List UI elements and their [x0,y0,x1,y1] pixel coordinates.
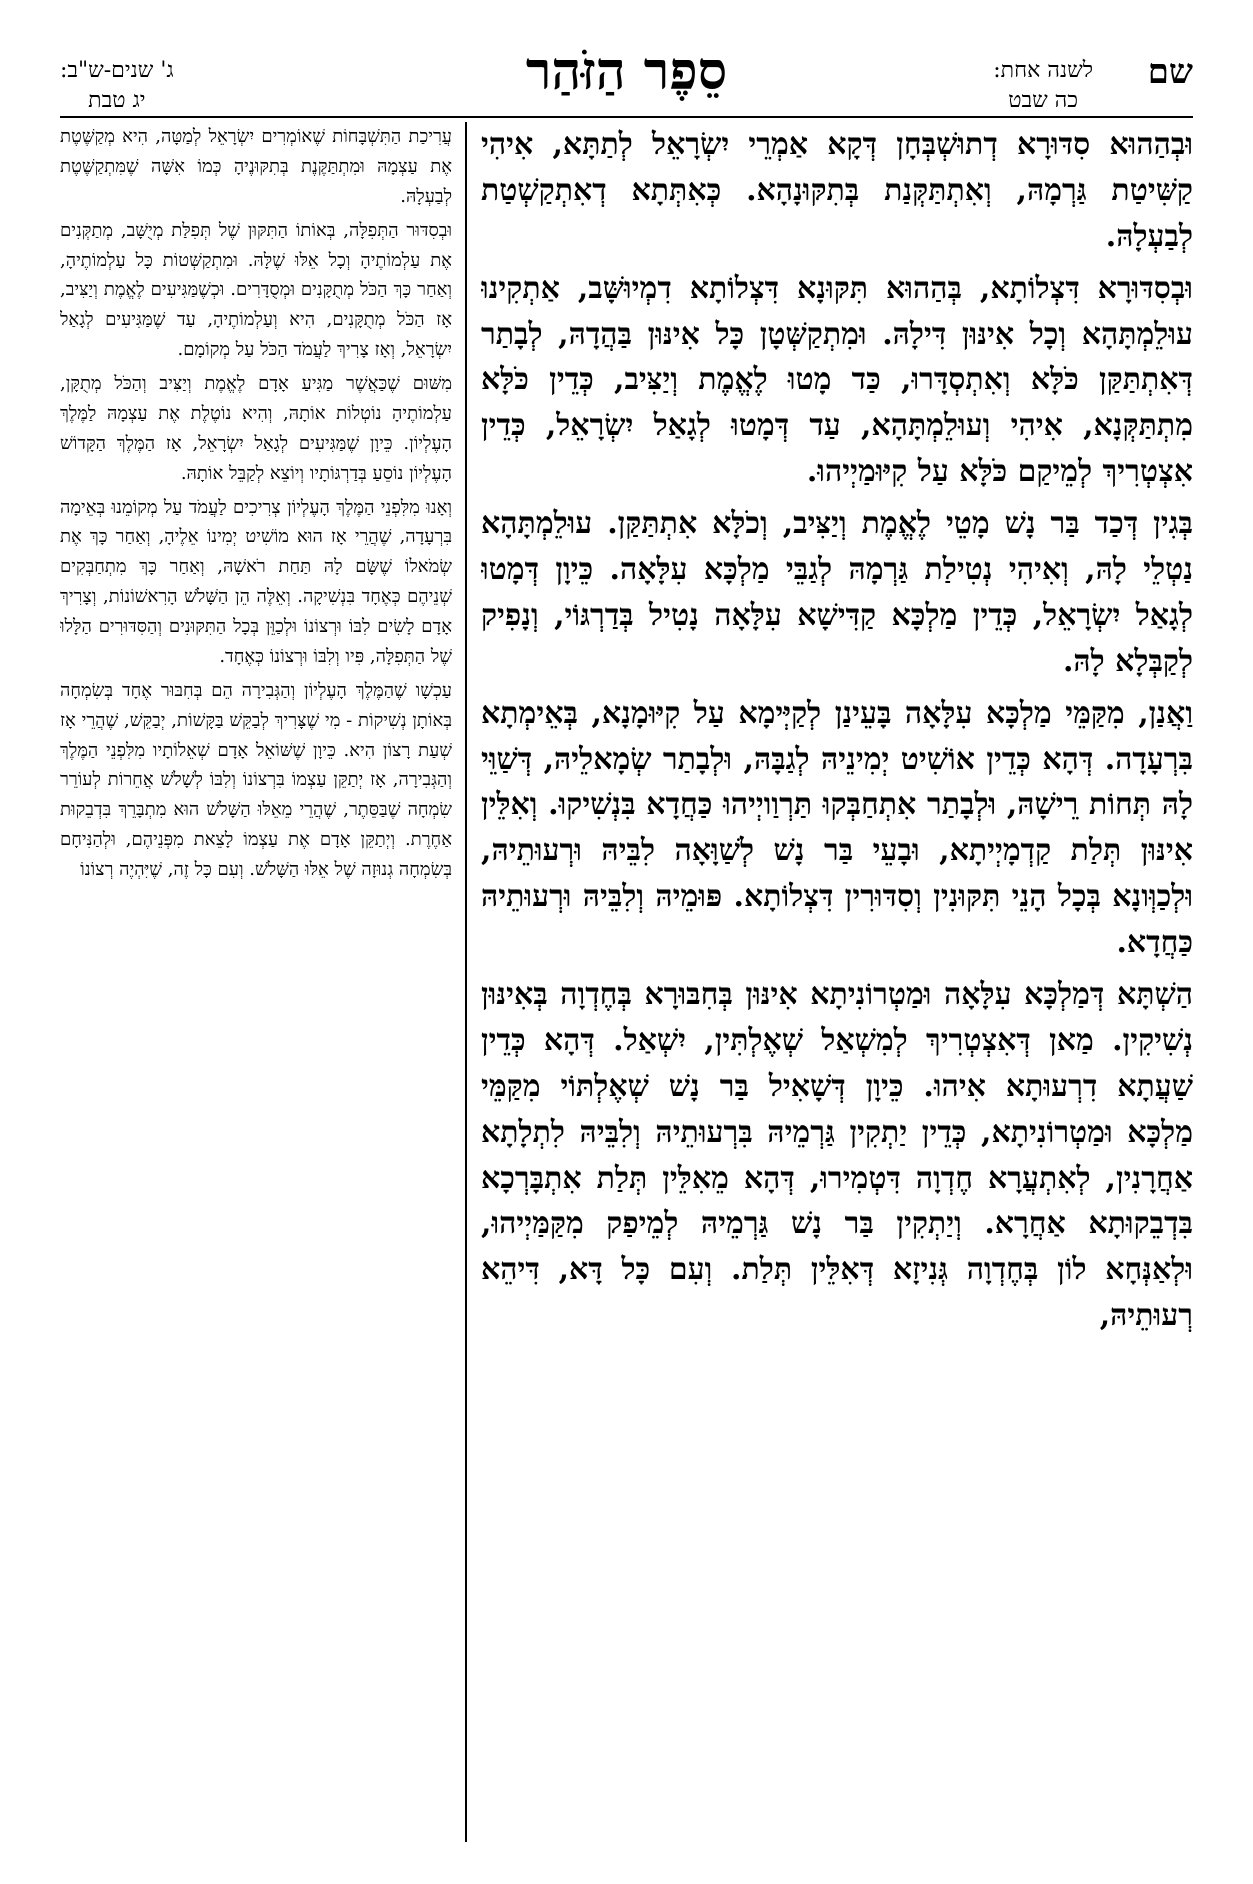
page-title: סֵפֶר הַזֹּהַר [525,41,728,102]
zohar-paragraph: הַשְׁתָּא דְּמַלְכָּא עִלָּאָה וּמַטְרוֹנִיתָא אִינּוּן בְּחִבּוּרָא בְּחֶדְוָה בְּאִינּוּן נְשִׁיקִין. מַאן דְּאִצְטְרִיךְ לְמִשְׁאַל שְׁאֶלְתִּין, יִשְׁאַל. דְּהָא כְּדֵין שַׁעֲתָא דִרְעוּתָא אִיהוּ. כֵּיוָן דְּשָׁאִיל בַּר נָשׁ שְׁאֶלְתּוֹי מִקַּמֵּי מַלְכָּא וּמַטְרוֹנִיתָא, כְּדֵין יַתְקִין גַּרְמֵיהּ בִּרְעוּתֵיהּ וְלִבֵּיהּ לִתְלָתָא אַחֲרָנִין, לְאִתְעֲרָא חֶדְוָה דִּטְמִירוּ, דְּהָא מֵאִלֵּין תְּלַת אִתְבָּרְכָא בִּדְבֵקוּתָא אַחֲרָא. וְיַתְקִין בַּר נָשׁ גַּרְמֵיהּ לְמֵיפַק מִקַּמַּיְיהוּ, וּלְאַנְּחָא לוֹן בְּחֶדְוָה גְּנִיזָא דְּאִלֵּין תְּלַת. וְעִם כָּל דָּא, דִּיהֵא רְעוּתֵיהּ, [481,977,1193,1334]
zohar-paragraph: וַאֲנַן, מִקַּמֵּי מַלְכָּא עִלָּאָה בָּעֵינַן לְקַיְּימָא עַל קִיּוּמָנָא, בְּאֵימְתָא בִּרְעָדָה. דְּהָא כְּדֵין אוֹשִׁיט יְמִינֵיהּ לְגַבָּהּ, וּלְבָתַר שְׂמָאלֵיהּ, דְּשַׁוֵּי לָהּ תְּחוֹת רֵישָׁהּ, וּלְבָתַר אִתְחַבְּקוּ תַּרְוַויְיהוּ כַּחֲדָא בִּנְשִׁיקוּ. וְאִלֵּין אִינּוּן תְּלַת קַדְמָיְיתָא, וּבָעֵי בַּר נָשׁ לְשַׁוָּאָה לִבֵּיהּ וּרְעוּתֵיהּ, וּלְכַוְּונָא בְּכָל הָנֵי תִּקּוּנִין וְסִדּוּרִין דִּצְלוֹתָא. פּוּמֵיהּ וְלִבֵּיהּ וּרְעוּתֵיהּ כַּחֲדָא. [481,695,1193,961]
zohar-paragraph: וּבְסִדּוּרָא דִּצְלוֹתָא, בְּהַהוּא תִּקּוּנָא דִּצְלוֹתָא דִמְיוּשָּׁב, אַתְקִינוּ עוּלֵמְתָּהָא וְכָל אִינּוּן דִּילָהּ. וּמִתְקַשְּׁטָן כָּל אִינּוּן בַּהֲדָהּ, לְבָתַר דְּאִתְתַּקַּן כֹּלָּא וְאִתְסְדָּרוּ, כַּד מָטוּ לֶאֱמֶת וְיַצִּיב, כְּדֵין כֹּלָּא מִתְתַּקְּנָא, אִיהִי וְעוּלֵמְתָּהָא, עַד דְּמָטוּ לְגָאַל יִשְׂרָאֵל, כְּדֵין אִצְטְרִיךְ לְמֵיקַם כֹּלָּא עַל קִיּוּמַיְיהוּ. [481,270,1193,490]
zohar-text-column [481,122,1193,1842]
translation-paragraph: מִשּׁוּם שֶׁכַּאֲשֶׁר מַגִּיעַ אָדָם לֶאֱמֶת וְיַצִּיב וְהַכֹּל מְתֻקָּן, עַלְמוֹתֶיהָ נוֹטְלוֹת אוֹתָהּ, וְהִיא נוֹטֶלֶת אֶת עַצְמָהּ לַמֶּלֶךְ הָעֶלְיוֹן. כֵּיוָן שֶׁמַּגִּיעִים לְגָאַל יִשְׂרָאֵל, אָז הַמֶּלֶךְ הַקָּדוֹשׁ הָעֶלְיוֹן נוֹסֵעַ בְּדַרְגּוֹתָיו וְיוֹצֵא לְקַבֵּל אוֹתָהּ. [60,373,452,484]
translation-column [60,122,452,1842]
three-year-date: יג טבת [88,88,146,113]
page-header [60,40,1193,128]
zohar-paragraph: וּבְהַהוּא סִדּוּרָא דְתוּשְׁבְּחָן דְּקָא אַמְרֵי יִשְׂרָאֵל לְתַתָּא, אִיהִי קַשִּׁיטַת גַּרְמָהּ, וְאִתְתַּקְּנַת בְּתִקּוּנָהָא. כְּאִתְּתָא דְאִתְקַשְׁטַת לְבַעְלָהּ. [481,127,1193,254]
one-year-schedule [993,56,1093,116]
header-rule [60,116,1193,118]
translation-paragraph: עַכְשָׁו שֶׁהַמֶּלֶךְ הָעֶלְיוֹן וְהַגְּבִירָה הֵם בְּחִבּוּר אֶחָד בְּשִׂמְחָה בְּאוֹתָן נְשִׁיקוֹת - מִי שֶׁצָּרִיךְ לְבַקֵּשׁ בַּקָּשׁוֹת, יְבַקֵּשׁ, שֶׁהֲרֵי אָז שְׁעַת רָצוֹן הִיא. כֵּיוָן שֶׁשּׁוֹאֵל אָדָם שְׁאֵלוֹתָיו מִלִּפְנֵי הַמֶּלֶךְ וְהַגְּבִירָה, אָז יְתַקֵּן עַצְמוֹ בִּרְצוֹנוֹ וְלִבּוֹ לְשָׁלֹשׁ אֲחֵרוֹת לְעוֹרֵר שִׂמְחָה שֶׁבַּסֵּתֶר, שֶׁהֲרֵי מֵאֵלּוּ הַשָּׁלֹשׁ הוּא מִתְבָּרֵךְ בִּדְבֵקוּת אַחֶרֶת. וְיְתַקֵּן אָדָם אֶת עַצְמוֹ לָצֵאת מִפְּנֵיהֶם, וּלְהַנִּיחָם בְּשִׂמְחָה גְנוּזָה שֶׁל אֵלּוּ הַשָּׁלֹשׁ. וְעִם כָּל זֶה, שֶׁיִּהְיֶה רְצוֹנוֹ [60,679,452,880]
translation-paragraph: וְאָנוּ מִלִּפְנֵי הַמֶּלֶךְ הָעֶלְיוֹן צְרִיכִים לַעֲמֹד עַל מְקוֹמֵנוּ בְּאֵימָה בִּרְעָדָה, שֶׁהֲרֵי אָז הוּא מוֹשִׁיט יְמִינוֹ אֵלֶיהָ, וְאַחַר כָּךְ אֶת שְׂמֹאלוֹ שֶׁשָּׂם לָהּ תַּחַת רֹאשָׁהּ, וְאַחַר כָּךְ מִתְחַבְּקִים שְׁנֵיהֶם כְּאֶחָד בִּנְשִׁיקָה. וְאֵלֶּה הֵן הַשָּׁלֹשׁ הָרִאשׁוֹנוֹת, וְצָרִיךְ אָדָם לָשִׂים לִבּוֹ וּרְצוֹנוֹ וּלְכַוֵּן בְּכָל הַתִּקּוּנִים וְהַסִּדּוּרִים הַלָּלוּ שֶׁל הַתְּפִלָּה, פִּיו וְלִבּוֹ וּרְצוֹנוֹ כְּאֶחָד. [60,496,452,667]
column-divider [465,122,467,1842]
zohar-paragraph: בְּגִין דְּכַד בַּר נָשׁ מָטֵי לֶאֱמֶת וְיַצִּיב, וְכֹלָּא אִתְתַּקַּן. עוּלֵמְתָּהָא נַטְלֵי לָהּ, וְאִיהִי נְטִילַת גַּרְמָהּ לְגַבֵּי מַלְכָּא עִלָּאָה. כֵּיוָן דְּמָטוּ לְגָאַל יִשְׂרָאֵל, כְּדֵין מַלְכָּא קַדִּישָׁא עִלָּאָה נָטִיל בְּדַרְגּוֹי, וְנָפִיק לְקַבְּלָא לָהּ. [481,506,1193,679]
one-year-label: לשנה אחת: [993,58,1093,83]
three-year-schedule [60,56,174,116]
translation-paragraph: וּבְסִדּוּר הַתְּפִלָּה, בְּאוֹתוֹ הַתִּקּוּן שֶׁל תְּפִלַּת מְיֻשָּׁב, מְתַקְּנִים אֶת עַלְמוֹתֶיהָ וְכָל אֵלּוּ שֶׁלָּהּ. וּמִתְקַשְּׁטוֹת כָּל עַלְמוֹתֶיהָ, וְאַחַר כָּךְ הַכֹּל מְתֻקָּנִים וּמְסֻדָּרִים. וּכְשֶׁמַּגִּיעִים לֶאֱמֶת וְיַצִּיב, אָז הַכֹּל מְתֻקָּנִים, הִיא וְעַלְמוֹתֶיהָ, עַד שֶׁמַּגִּיעִים לְגָאַל יִשְׂרָאֵל, וְאָז צָרִיךְ לַעֲמֹד הַכֹּל עַל מְקוֹמָם. [60,219,452,361]
three-year-label: ג' שנים-ש"ב: [60,58,174,83]
one-year-date: כה שבט [1008,88,1079,113]
parasha-name: שם [1147,52,1193,92]
translation-paragraph: עֲרִיכַת הַתִּשְׁבָּחוֹת שֶׁאוֹמְרִים יִשְׂרָאֵל לְמַטָּה, הִיא מְקַשֶּׁטֶת אֶת עַצְמָהּ וּמִתְתַּקֶּנֶת בְּתִקּוּנֶיהָ כְּמוֹ אִשָּׁה שֶׁמִּתְקַשֶּׁטֶת לְבַעְלָהּ. [60,126,452,207]
